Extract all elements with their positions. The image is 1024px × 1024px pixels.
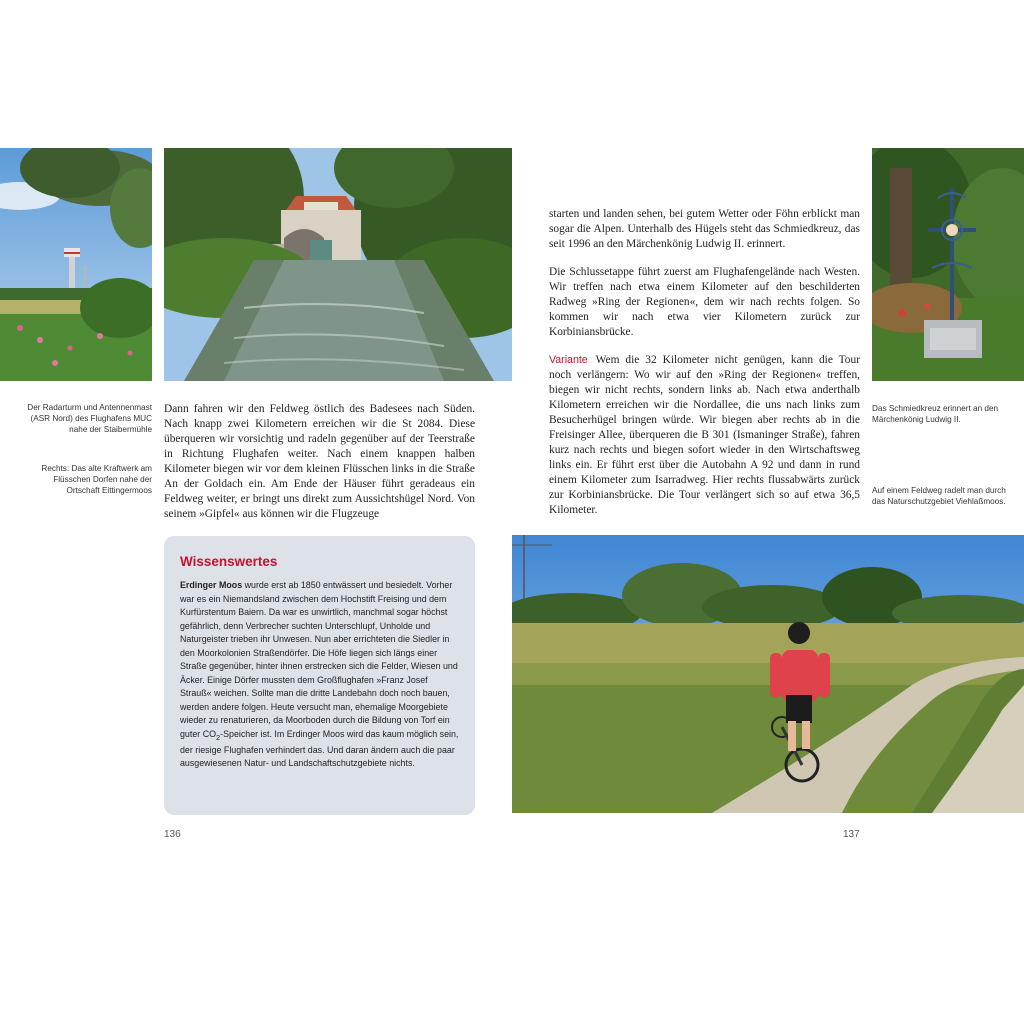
info-box <box>164 536 475 815</box>
power-plant-caption: Rechts: Das alte Kraftwerk am Flüsschen Dorfen nahe der Ortschaft Eittingermoos <box>41 464 152 495</box>
variant-label: Variante <box>549 354 588 366</box>
page-number-right: 137 <box>843 829 860 840</box>
cyclist-photo <box>512 535 1024 813</box>
right-paragraph-1: starten und landen sehen, bei gutem Wetter oder Föhn erblickt man sogar die Alpen. Unterhalb des Hügels steht das Schmiedkreuz, das seit 1996 an den Märchenkönig Ludwig II. erinnert. <box>549 208 860 250</box>
radar-tower-photo <box>0 148 152 381</box>
info-box-bold-term: Erdinger Moos <box>180 580 243 590</box>
power-plant-photo <box>164 148 512 381</box>
info-box-text <box>180 579 459 771</box>
variant-paragraph <box>549 353 860 518</box>
info-box-subscript: 2 <box>216 732 221 742</box>
info-box-text-part-1: wurde erst ab 1850 entwässert und besiedelt. Vorher war es ein Niemandsland zwischen dem Hochstift Freising und dem Kurfürstentum Baiern. Da war es unwirtlich, manchmal sogar höchst gefährlich, denn Verbrecher suchten Unterschlupf, Unholde und Naturgeister trieben ihr Unwesen. Nun aber errichteten die Siedler in den Moorkolonien Straßendörfer. Die Höfe liegen sich längs einer Straße gegenüber, hinter ihnen erstrecken sich die Felder, Wiesen und Äcker. Einige Dörfer mussten dem Großflughafen »Franz Josef Strauß« weichen. Sollte man die dritte Landebahn doch noch bauen, werden andere folgen. Heute versucht man, ehemalige Moorgebiete wieder zu renaturieren, da Moorboden durch die Bildung von Torf ein guter CO <box>180 580 458 739</box>
right-paragraph-2: Die Schlussetappe führt zuerst am Flughafengelände nach Westen. Wir treffen nach etwa einem Kilometer auf den beschilderten Radweg »Ring der Regionen«, dem wir nach rechts folgen. So kommen wir nach etwa vier Kilometern zurück zur Korbiniansbrücke. <box>549 266 860 338</box>
info-box-text-part-2: -Speicher ist. Im Erdinger Moos wird das kaum möglich sein, der riesige Flughafen verhindert das. Und daran ändern auch die paar ausgewiesenen Natur- und Landschaftschutzgebiete nichts. <box>180 728 459 769</box>
info-box-title: Wissenswertes <box>180 554 278 569</box>
radar-tower-caption: Der Radarturm und Antennenmast (ASR Nord) des Flughafens MUC nahe der Staibermühle <box>27 403 152 434</box>
schmiedkreuz-caption: Das Schmiedkreuz erinnert an den Märchenkönig Ludwig II. <box>872 404 999 424</box>
page-number-left: 136 <box>164 829 181 840</box>
schmiedkreuz-photo <box>872 148 1024 381</box>
cyclist-caption: Auf einem Feldweg radelt man durch das Naturschutzgebiet Viehlaßmoos. <box>872 486 1006 506</box>
left-paragraph: Dann fahren wir den Feldweg östlich des Badesees nach Süden. Nach knapp zwei Kilometern erreichen wir die St 2084. Diese überqueren wir vorsichtig und radeln gegenüber auf der Teerstraße in Richtung Flughafen weiter. Nach einem knappen halben Kilometer biegen wir vor dem kleinen Flüsschen links in die Straße An der Goldach ein. Am Ende der Häuser führt geradeaus ein Feldweg weiter, er bringt uns direkt zum Aussichtshügel Nord. Von seinem »Gipfel« aus können wir die Flugzeuge <box>164 403 475 520</box>
right-body-text <box>549 207 860 518</box>
variant-text: Wem die 32 Kilometer nicht genügen, kann die Tour noch verlängern: Wo wir auf den »Ring der Regionen« treffen, biegen wir nicht rechts, sondern links ab. Nach etwa anderthalb Kilometern erreichen wir die Nordallee, die uns nach links zum Besucherhügel bringen würde. Wir biegen aber rechts ab in die Freisinger Allee, überqueren die B 301 (Ismaninger Straße), fahren kurz nach rechts und biegen sofort wieder in den Wirtschaftsweg links ein. Er führt erst über die Autobahn A 92 und dann in rund einem Kilometer zum Isarradweg. Hier rechts flussabwärts zurück zur Korbiniansbrücke. Die Tour verlängert sich so auf etwa 36,5 Kilometer. <box>549 354 860 516</box>
left-body-text <box>164 402 475 522</box>
